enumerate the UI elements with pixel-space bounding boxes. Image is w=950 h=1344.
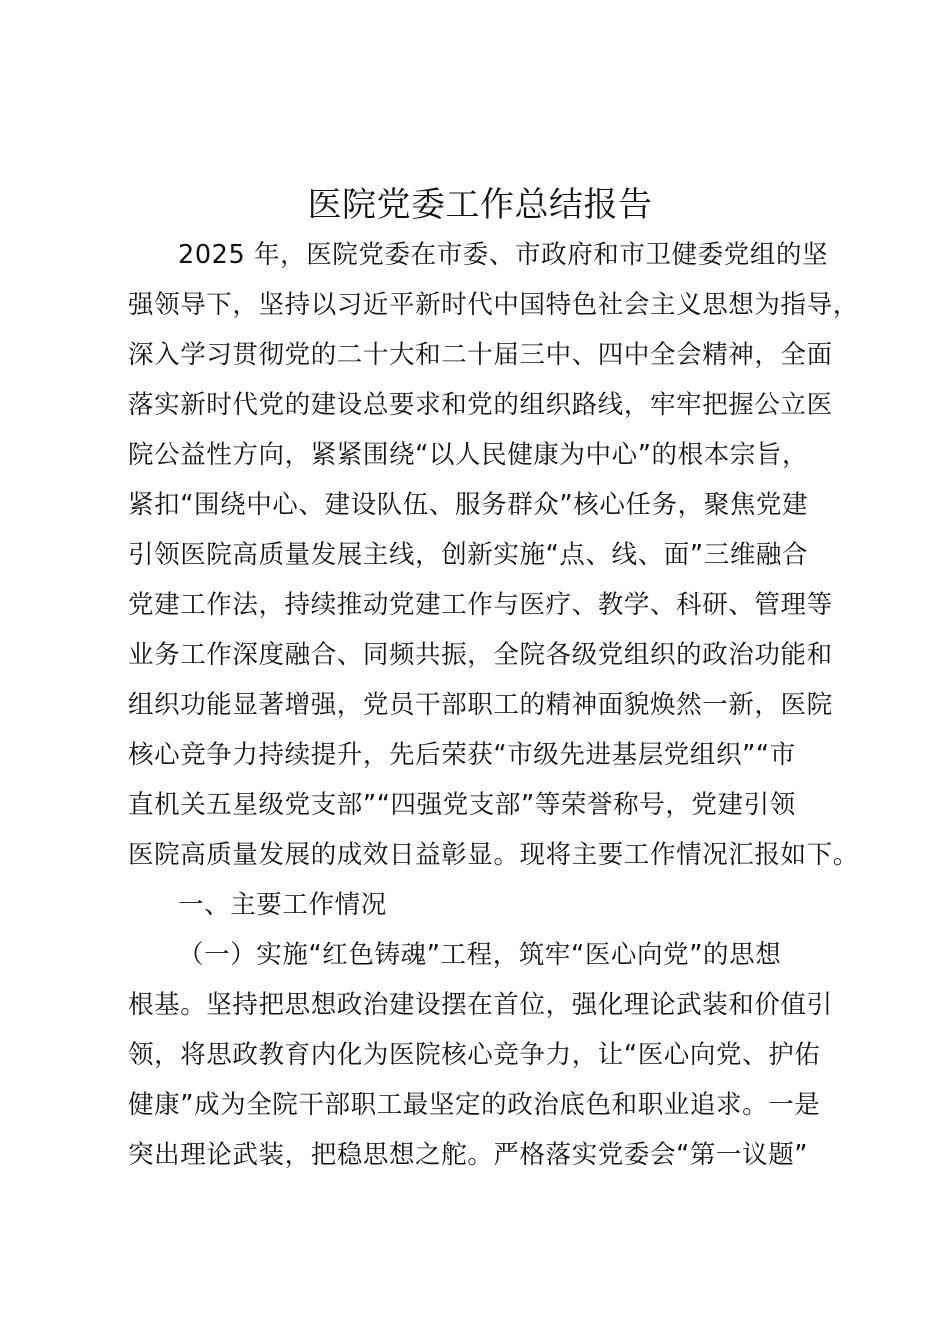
- body-line: 组织功能显著增强，党员干部职工的精神面貌焕然一新，医院: [128, 690, 833, 720]
- body-line: 引领医院高质量发展主线，创新实施“点、线、面”三维融合: [128, 540, 809, 570]
- section-heading: 一、主要工作情况: [178, 890, 387, 920]
- body-line: 院公益性方向，紧紧围绕“以人民健康为中心”的根本宗旨，: [128, 440, 809, 470]
- body-line: 领，将思政教育内化为医院核心竞争力，让“医心向党、护佑: [128, 1040, 821, 1070]
- body-line: 落实新时代党的建设总要求和党的组织路线，牢牢把握公立医: [128, 390, 833, 420]
- body-line: 突出理论武装，把稳思想之舵。严格落实党委会“第一议题”: [128, 1140, 809, 1170]
- body-line: 健康”成为全院干部职工最坚定的政治底色和职业追求。一是: [128, 1090, 821, 1120]
- body-line: 直机关五星级党支部”“四强党支部”等荣誉称号，党建引领: [128, 790, 796, 820]
- body-line: 2025 年，医院党委在市委、市政府和市卫健委党组的坚: [178, 240, 829, 270]
- body-line: 医院高质量发展的成效日益彰显。现将主要工作情况汇报如下。: [128, 840, 859, 870]
- body-line: 根基。坚持把思想政治建设摆在首位，强化理论武装和价值引: [128, 990, 833, 1020]
- body-line: 深入学习贯彻党的二十大和二十届三中、四中全会精神，全面: [128, 340, 833, 370]
- subsection-heading: （一）实施“红色铸魂”工程，筑牢“医心向党”的思想: [178, 940, 782, 970]
- body-line: 核心竞争力持续提升，先后荣获“市级先进基层党组织”“市: [128, 740, 796, 770]
- document-title: 医院党委工作总结报告: [307, 185, 653, 225]
- body-line: 业务工作深度融合、同频共振，全院各级党组织的政治功能和: [128, 640, 833, 670]
- body-line: 党建工作法，持续推动党建工作与医疗、教学、科研、管理等: [128, 590, 833, 620]
- body-line: 紧扣“围绕中心、建设队伍、服务群众”核心任务，聚焦党建: [128, 490, 809, 520]
- body-line: 强领导下，坚持以习近平新时代中国特色社会主义思想为指导，: [128, 290, 859, 320]
